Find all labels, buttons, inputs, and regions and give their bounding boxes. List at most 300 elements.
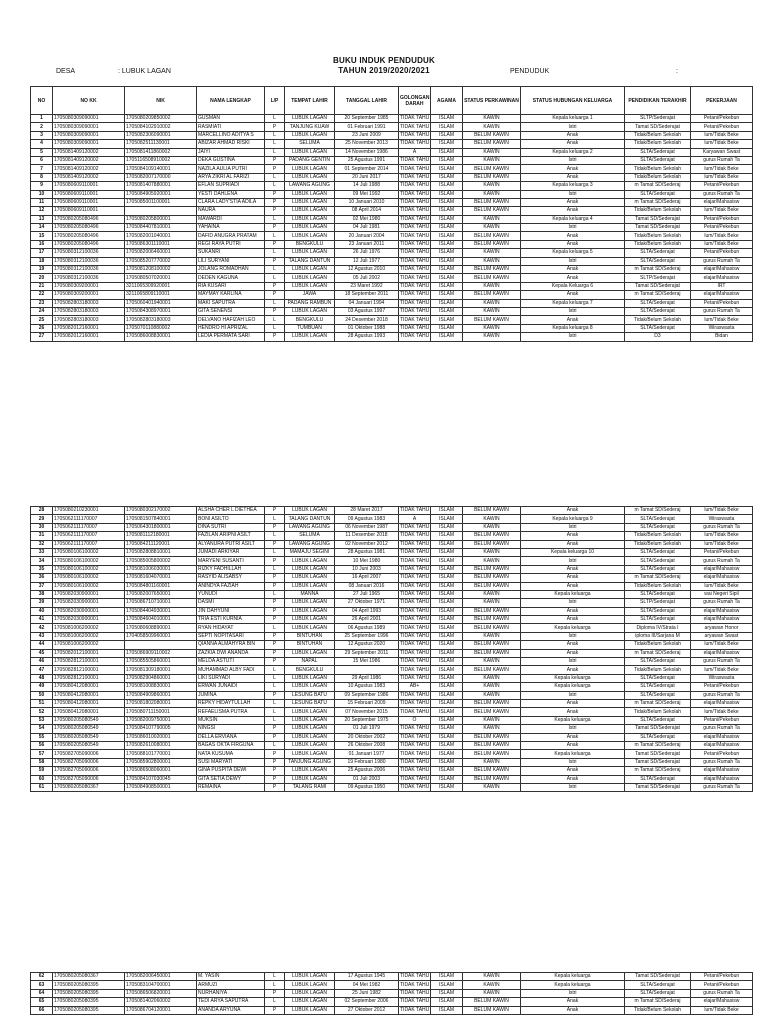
cell-pekerjaan: elajar/Mahasisw — [691, 775, 753, 783]
cell-jenis-kelamin: P — [265, 557, 285, 565]
cell-status-perkawinan: BELUM KAWIN — [463, 131, 521, 139]
cell-nik: 1705086008830001 — [125, 333, 197, 341]
cell-pekerjaan: lum/Tidak Beke — [691, 1006, 753, 1014]
cell-pekerjaan: Bidan — [691, 333, 753, 341]
cell-tempat-lahir: LUBUK LAGAN — [285, 741, 335, 749]
cell-status-perkawinan: KAWIN — [463, 148, 521, 156]
cell-tempat-lahir: LUBUK LAGAN — [285, 232, 335, 240]
cell-tempat-lahir: BINTUHAN — [285, 641, 335, 649]
cell-pekerjaan: lum/Tidak Beke — [691, 582, 753, 590]
cell-nik: 1705085005800002 — [125, 557, 197, 565]
table-row — [31, 215, 753, 223]
table-row — [31, 590, 753, 598]
table-row — [31, 557, 753, 565]
cell-pekerjaan: Petani/Pekebun — [691, 299, 753, 307]
cell-nama-lengkap: LILI SURYANI — [197, 257, 265, 265]
table-row — [31, 981, 753, 989]
cell-status-perkawinan: KAWIN — [463, 282, 521, 290]
cell-no: 25 — [31, 316, 53, 324]
cell-pendidikan: m Tamat SD/Sederaj — [625, 291, 691, 299]
cell-nama-lengkap: REPKY HIDAYTULLAH — [197, 699, 265, 707]
cell-no: 44 — [31, 641, 53, 649]
cell-pekerjaan: elajar/Mahasisw — [691, 574, 753, 582]
cell-tanggal-lahir: 10 Mei 1980 — [335, 557, 399, 565]
cell-golongan-darah: TIDAK TAHU — [400, 700, 430, 707]
cell-status-hubungan: Anak — [521, 240, 625, 248]
cell-tempat-lahir: LUBUK LAGAN — [285, 173, 335, 181]
cell-pekerjaan: elajar/Mahasisw — [691, 998, 753, 1006]
cell-status-hubungan: Kepala keluarga 5 — [521, 249, 625, 257]
cell-status-hubungan: Kepala keluarga — [521, 750, 625, 758]
cell-golongan-darah: TIDAK TAHU — [400, 675, 430, 681]
cell-tempat-lahir: LESUNG BATU — [285, 699, 335, 707]
cell-jenis-kelamin: L — [265, 515, 285, 523]
cell-no: 5 — [31, 148, 53, 156]
cell-tanggal-lahir: 10 Juni 2003 — [335, 565, 399, 573]
cell-golongan-darah: TIDAK TAHU — [400, 182, 430, 189]
cell-tanggal-lahir: 20 September 1985 — [335, 115, 399, 123]
table-row — [31, 232, 753, 240]
table-row — [31, 674, 753, 682]
cell-status-perkawinan: KAWIN — [463, 324, 521, 332]
cell-no: 49 — [31, 683, 53, 691]
cell-pendidikan: SLTA/Sederajat — [625, 299, 691, 307]
cell-pendidikan: Tidak/Belum Sekolah — [625, 1006, 691, 1014]
cell-status-hubungan: Anak — [521, 741, 625, 749]
cell-no: 38 — [31, 590, 53, 598]
cell-tempat-lahir: BINTUHAN — [285, 632, 335, 640]
cell-tanggal-lahir: 15 Mei 1986 — [335, 658, 399, 666]
cell-tempat-lahir: LUBUK LAGAN — [285, 574, 335, 582]
cell-nik: 1705085207770002 — [125, 257, 197, 265]
cell-tempat-lahir: LAWANG AGUNG — [285, 523, 335, 531]
cell-pendidikan: Tamat SD/Sederajat — [625, 758, 691, 766]
cell-nama-lengkap: DINA SUTRI — [197, 523, 265, 531]
cell-golongan-darah: A — [399, 515, 431, 523]
cell-jenis-kelamin: L — [265, 716, 285, 724]
cell-status-hubungan: Anak — [521, 291, 625, 299]
cell-nama-lengkap: MELDA ASTUTI — [197, 658, 265, 666]
cell-no: 62 — [31, 973, 53, 981]
cell-agama: ISLAM — [431, 115, 463, 123]
cell-no: 33 — [31, 548, 53, 556]
cell-no-kk: 1705080412080001 — [53, 708, 125, 716]
cell-jenis-kelamin: P — [265, 507, 285, 515]
cell-status-perkawinan: BELUM KAWIN — [463, 582, 521, 590]
cell-pendidikan: Tamat SD/Sederajat — [625, 725, 691, 733]
cell-agama: ISLAM — [431, 557, 463, 565]
cell-nama-lengkap: RYAN HIDAYAT — [197, 624, 265, 632]
cell-nik: 1705086010020001 — [125, 733, 197, 741]
cell-golongan-darah: TIDAK TAHU — [400, 224, 430, 231]
cell-jenis-kelamin: P — [265, 599, 285, 607]
table-row — [31, 624, 753, 632]
cell-status-hubungan: Anak — [521, 699, 625, 707]
cell-tempat-lahir: LUBUK LAGAN — [285, 607, 335, 615]
cell-no-kk: 1705081409120002 — [53, 173, 125, 181]
cell-nama-lengkap: ARMUZI — [197, 981, 265, 989]
cell-no-kk: 1705080309090001 — [53, 131, 125, 139]
cell-tempat-lahir: LUBUK LAGAN — [285, 148, 335, 156]
cell-jenis-kelamin: L — [265, 699, 285, 707]
cell-pekerjaan: Petani/Pekebun — [691, 973, 753, 981]
header-col-agama: AGAMA — [431, 87, 463, 115]
table-row — [31, 140, 753, 148]
cell-jenis-kelamin: P — [265, 291, 285, 299]
cell-pendidikan: SLTA/Sederajat — [625, 775, 691, 783]
cell-status-hubungan: Anak — [521, 582, 625, 590]
cell-tempat-lahir: LUBUK LAGAN — [285, 1006, 335, 1014]
cell-nik: 1705080209850002 — [125, 115, 197, 123]
cell-golongan-darah: TIDAK TAHU — [400, 324, 430, 331]
cell-agama: ISLAM — [431, 140, 463, 148]
cell-tempat-lahir: LUBUK LAGAN — [285, 750, 335, 758]
cell-nama-lengkap: DASMI — [197, 599, 265, 607]
cell-no: 61 — [31, 783, 53, 791]
cell-pekerjaan: Petani/Pekebun — [691, 750, 753, 758]
cell-jenis-kelamin: P — [265, 1006, 285, 1014]
cell-no-kk: 1705080312100036 — [53, 257, 125, 265]
cell-tempat-lahir: LUBUK LAGAN — [285, 725, 335, 733]
cell-golongan-darah: TIDAK TAHU — [400, 616, 430, 623]
cell-status-hubungan: Anak — [521, 1006, 625, 1014]
cell-nik: 1705082007650001 — [125, 590, 197, 598]
cell-tanggal-lahir: 20 Juni 2017 — [335, 173, 399, 181]
cell-pekerjaan: gurus Rumah Ta — [691, 599, 753, 607]
cell-nik: 1705081008830001 — [125, 683, 197, 691]
cell-no: 32 — [31, 540, 53, 548]
cell-pendidikan: SLTA/Sederajat — [625, 307, 691, 315]
cell-pendidikan: SLTA/Sederajat — [625, 156, 691, 164]
cell-tempat-lahir: LUBUK LAGAN — [285, 674, 335, 682]
table-row — [31, 115, 753, 123]
cell-status-perkawinan: BELUM KAWIN — [463, 316, 521, 324]
cell-agama: ISLAM — [431, 783, 463, 791]
cell-tempat-lahir: LUBUK LAGAN — [285, 599, 335, 607]
population-table-block-3 — [30, 972, 753, 1015]
cell-nik: 1705082007170000 — [125, 173, 197, 181]
cell-nik: 1705082006460001 — [125, 249, 197, 257]
cell-pekerjaan: gurus Rumah Ta — [691, 725, 753, 733]
cell-pendidikan: Tamat SD/Sederajat — [625, 123, 691, 131]
cell-no: 30 — [31, 523, 53, 531]
cell-jenis-kelamin: L — [265, 674, 285, 682]
cell-jenis-kelamin: P — [265, 240, 285, 248]
cell-no: 42 — [31, 624, 53, 632]
cell-nik: 1705084109140001 — [125, 165, 197, 173]
cell-status-hubungan: Istri — [521, 224, 625, 232]
cell-tempat-lahir: LUBUK LAGAN — [285, 198, 335, 206]
cell-pendidikan: SLTA/Sederajat — [625, 515, 691, 523]
cell-pendidikan: Tidak/Belum Sekolah — [625, 165, 691, 173]
cell-status-hubungan: Kepala keluarga 8 — [521, 324, 625, 332]
cell-nik: 1705082808810001 — [125, 548, 197, 556]
cell-jenis-kelamin: L — [265, 324, 285, 332]
cell-tanggal-lahir: 10 Januari 2010 — [335, 198, 399, 206]
cell-golongan-darah: TIDAK TAHU — [400, 257, 430, 264]
table-row — [31, 165, 753, 173]
cell-tempat-lahir: LUBUK LAGAN — [285, 557, 335, 565]
cell-jenis-kelamin: L — [265, 232, 285, 240]
cell-jenis-kelamin: P — [265, 783, 285, 791]
cell-pendidikan: Tamat SD/Sederajat — [625, 215, 691, 223]
cell-status-perkawinan: KAWIN — [463, 123, 521, 131]
cell-pekerjaan: elajar/Mahasisw — [691, 291, 753, 299]
cell-pekerjaan: elajar/Mahasisw — [691, 274, 753, 282]
cell-pendidikan: SLTA/Sederajat — [625, 523, 691, 531]
cell-pendidikan: Tidak/Belum Sekolah — [625, 540, 691, 548]
cell-status-hubungan: Anak — [521, 666, 625, 674]
cell-no: 21 — [31, 282, 53, 290]
cell-no: 14 — [31, 224, 53, 232]
cell-status-hubungan: Istri — [521, 156, 625, 164]
cell-pekerjaan: elajar/Mahasisw — [691, 699, 753, 707]
table-row — [31, 708, 753, 716]
cell-pekerjaan: gurus Rumah Ta — [691, 257, 753, 265]
cell-tanggal-lahir: 03 Agustus 1997 — [335, 307, 399, 315]
table-row — [31, 249, 753, 257]
cell-nama-lengkap: RASMIATI — [197, 123, 265, 131]
cell-agama: ISLAM — [431, 548, 463, 556]
header-col-no: NO — [31, 87, 53, 115]
table-row — [31, 750, 753, 758]
cell-pekerjaan: lum/Tidak Beke — [691, 641, 753, 649]
cell-golongan-darah: TIDAK TAHU — [400, 157, 430, 164]
cell-no-kk: 1705080205080395 — [53, 1006, 125, 1014]
table-row — [31, 565, 753, 573]
cell-status-perkawinan: BELUM KAWIN — [463, 173, 521, 181]
cell-pendidikan: SLTA/Sederajat — [625, 989, 691, 997]
cell-pekerjaan: aryawan Swast — [691, 632, 753, 640]
cell-no: 15 — [31, 232, 53, 240]
cell-pekerjaan: lum/Tidak Beke — [691, 131, 753, 139]
cell-nik: 1705082803180003 — [125, 316, 197, 324]
cell-tanggal-lahir: 08 April 2014 — [335, 207, 399, 215]
cell-no: 27 — [31, 333, 53, 341]
cell-agama: ISLAM — [431, 523, 463, 531]
cell-pendidikan: Tidak/Belum Sekolah — [625, 666, 691, 674]
cell-nik: 1705085505860001 — [125, 658, 197, 666]
cell-pekerjaan: Petani/Pekebun — [691, 249, 753, 257]
cell-pekerjaan: lum/Tidak Beke — [691, 708, 753, 716]
header-col-golongan-darah: GOLONGAN DARAH — [399, 87, 431, 115]
table-row — [31, 182, 753, 190]
cell-tempat-lahir: NAPAL — [285, 658, 335, 666]
cell-tempat-lahir: LUBUK LAGAN — [285, 249, 335, 257]
cell-nik: 1705081407880001 — [125, 182, 197, 190]
cell-agama: ISLAM — [431, 616, 463, 624]
cell-no-kk: 1705062111170007 — [53, 540, 125, 548]
cell-no-kk: 1705080205080367 — [53, 783, 125, 791]
cell-golongan-darah: TIDAK TAHU — [400, 232, 430, 239]
cell-pendidikan: m Tamat SD/Sederaj — [625, 649, 691, 657]
cell-pendidikan: Tamat SD/Sederajat — [625, 973, 691, 981]
cell-status-perkawinan: BELUM KAWIN — [463, 291, 521, 299]
cell-status-perkawinan: BELUM KAWIN — [463, 532, 521, 540]
cell-status-hubungan: Kepala keluarga 7 — [521, 299, 625, 307]
cell-golongan-darah: TIDAK TAHU — [400, 199, 430, 206]
cell-pendidikan: SLTA/Sederajat — [625, 565, 691, 573]
cell-status-hubungan: Istri — [521, 658, 625, 666]
cell-status-hubungan: Istri — [521, 599, 625, 607]
cell-nama-lengkap: DEDEN KAGUNA — [197, 274, 265, 282]
cell-nik: 1705116508910002 — [125, 156, 197, 164]
cell-no-kk: 1705082012160001 — [53, 333, 125, 341]
cell-golongan-darah: TIDAK TAHU — [400, 140, 430, 147]
cell-tanggal-lahir: 01 Juli 1979 — [335, 725, 399, 733]
cell-jenis-kelamin: L — [265, 666, 285, 674]
cell-agama: ISLAM — [431, 515, 463, 523]
cell-no: 46 — [31, 658, 53, 666]
cell-agama: ISLAM — [431, 240, 463, 248]
cell-pekerjaan: aryawan Honor — [691, 624, 753, 632]
table-row — [31, 324, 753, 332]
cell-golongan-darah: TIDAK TAHU — [400, 658, 430, 665]
cell-agama: ISLAM — [431, 316, 463, 324]
cell-no: 52 — [31, 708, 53, 716]
cell-tanggal-lahir: 01 Januari 1977 — [335, 750, 399, 758]
cell-jenis-kelamin: L — [265, 299, 285, 307]
cell-tanggal-lahir: 25 November 2013 — [335, 140, 399, 148]
cell-jenis-kelamin: P — [265, 750, 285, 758]
cell-pekerjaan: lum/Tidak Beke — [691, 173, 753, 181]
cell-golongan-darah: TIDAK TAHU — [400, 666, 430, 673]
table-row — [31, 775, 753, 783]
cell-agama: ISLAM — [431, 641, 463, 649]
cell-no: 13 — [31, 215, 53, 223]
cell-golongan-darah: TIDAK TAHU — [400, 725, 430, 732]
cell-tempat-lahir: LUBUK LAGAN — [285, 616, 335, 624]
cell-status-perkawinan: BELUM KAWIN — [463, 266, 521, 274]
cell-no: 66 — [31, 1006, 53, 1014]
cell-pekerjaan: lum/Tidak Beke — [691, 532, 753, 540]
cell-pekerjaan: Wiraswasta — [691, 324, 753, 332]
cell-nama-lengkap: MAWARDI — [197, 215, 265, 223]
cell-agama: ISLAM — [431, 532, 463, 540]
cell-agama: ISLAM — [431, 767, 463, 775]
cell-no-kk: 1705080205080549 — [53, 716, 125, 724]
cell-jenis-kelamin: P — [265, 123, 285, 131]
cell-agama: ISLAM — [431, 274, 463, 282]
cell-status-hubungan: Anak — [521, 767, 625, 775]
cell-status-perkawinan: BELUM KAWIN — [463, 207, 521, 215]
table-row — [31, 616, 753, 624]
cell-tanggal-lahir: 11 Desember 2018 — [335, 532, 399, 540]
cell-golongan-darah: TIDAK TAHU — [400, 607, 430, 614]
cell-no-kk: 1705062111170007 — [53, 515, 125, 523]
cell-no-kk: 1705080609110001 — [53, 198, 125, 206]
table-header-row — [31, 87, 753, 115]
table-row — [31, 641, 753, 649]
cell-no-kk: 1705082030900001 — [53, 590, 125, 598]
cell-tempat-lahir: MANNA — [285, 590, 335, 598]
cell-agama: ISLAM — [431, 699, 463, 707]
cell-pekerjaan: lum/Tidak Beke — [691, 165, 753, 173]
cell-agama: ISLAM — [431, 599, 463, 607]
cell-tanggal-lahir: 29 September 2011 — [335, 649, 399, 657]
cell-golongan-darah: TIDAK TAHU — [400, 115, 430, 122]
cell-status-hubungan: Istri — [521, 725, 625, 733]
table-row — [31, 307, 753, 315]
cell-status-perkawinan: KAWIN — [463, 590, 521, 598]
table-row — [31, 148, 753, 156]
cell-nik: 1705084604010001 — [125, 616, 197, 624]
cell-no: 48 — [31, 674, 53, 682]
cell-tempat-lahir: LUBUK LAGAN — [285, 683, 335, 691]
cell-agama: ISLAM — [431, 207, 463, 215]
cell-pekerjaan: gurus Rumah Ta — [691, 989, 753, 997]
cell-status-hubungan: Anak — [521, 574, 625, 582]
cell-tanggal-lahir — [335, 666, 399, 674]
cell-pekerjaan: elajar/Mahasisw — [691, 616, 753, 624]
cell-status-hubungan: Istri — [521, 123, 625, 131]
cell-status-hubungan: Istri — [521, 758, 625, 766]
cell-nama-lengkap: NURHANIYA — [197, 989, 265, 997]
cell-tanggal-lahir: 12 Agustus 2020 — [335, 641, 399, 649]
table-row — [31, 523, 753, 531]
cell-tanggal-lahir: 28 Agustus 1993 — [335, 333, 399, 341]
cell-pendidikan: SLTA/Sederajat — [625, 557, 691, 565]
cell-status-hubungan: Anak — [521, 708, 625, 716]
cell-status-perkawinan: KAWIN — [463, 691, 521, 699]
cell-status-perkawinan: KAWIN — [463, 307, 521, 315]
cell-tanggal-lahir: 08 Januari 2016 — [335, 582, 399, 590]
cell-pendidikan: Tidak/Belum Sekolah — [625, 708, 691, 716]
cell-no-kk: 1705080309090001 — [53, 123, 125, 131]
cell-agama: ISLAM — [431, 666, 463, 674]
cell-nik: 1705084107030045 — [125, 775, 197, 783]
cell-status-perkawinan: KAWIN — [463, 599, 521, 607]
cell-agama: ISLAM — [431, 708, 463, 716]
cell-nama-lengkap: ANINDYA FAZIAH — [197, 582, 265, 590]
cell-nik: 1705084908500001 — [125, 783, 197, 791]
cell-agama: ISLAM — [431, 775, 463, 783]
table-row — [31, 291, 753, 299]
cell-pekerjaan: elajar/Mahasisw — [691, 607, 753, 615]
cell-nama-lengkap: BAGAS OKTA FIRGUNA — [197, 741, 265, 749]
cell-tempat-lahir: LUBUK LAGAN — [285, 207, 335, 215]
cell-no: 16 — [31, 240, 53, 248]
cell-status-perkawinan: BELUM KAWIN — [463, 140, 521, 148]
cell-status-hubungan: Anak — [521, 616, 625, 624]
cell-agama: ISLAM — [431, 232, 463, 240]
cell-nama-lengkap: JOLANG ROMADHAN — [197, 266, 265, 274]
cell-pendidikan: SLTA/Sederajat — [625, 190, 691, 198]
cell-jenis-kelamin: L — [265, 973, 285, 981]
cell-no: 47 — [31, 666, 53, 674]
cell-no-kk: 1705080106100002 — [53, 548, 125, 556]
cell-no: 26 — [31, 324, 53, 332]
cell-agama: ISLAM — [431, 674, 463, 682]
cell-nama-lengkap: EFLAN SUPRIADI — [197, 182, 265, 190]
cell-agama: ISLAM — [431, 224, 463, 232]
cell-nama-lengkap: GINA PUSPITA DEWI — [197, 767, 265, 775]
cell-no-kk: 1705082812100001 — [53, 658, 125, 666]
cell-jenis-kelamin: L — [265, 590, 285, 598]
cell-jenis-kelamin: P — [265, 224, 285, 232]
cell-no-kk: 1705080312100036 — [53, 266, 125, 274]
cell-golongan-darah: TIDAK TAHU — [400, 989, 430, 996]
cell-tanggal-lahir: 25 September 1996 — [335, 632, 399, 640]
table-row — [31, 741, 753, 749]
cell-golongan-darah: TIDAK TAHU — [400, 190, 430, 197]
cell-tanggal-lahir: 04 April 1993 — [335, 607, 399, 615]
cell-pekerjaan: elajar/Mahasisw — [691, 198, 753, 206]
cell-tanggal-lahir: 02 Mei 1980 — [335, 215, 399, 223]
cell-status-perkawinan: BELUM KAWIN — [463, 624, 521, 632]
cell-no-kk: 1705081409120002 — [53, 165, 125, 173]
table-body — [31, 115, 753, 342]
